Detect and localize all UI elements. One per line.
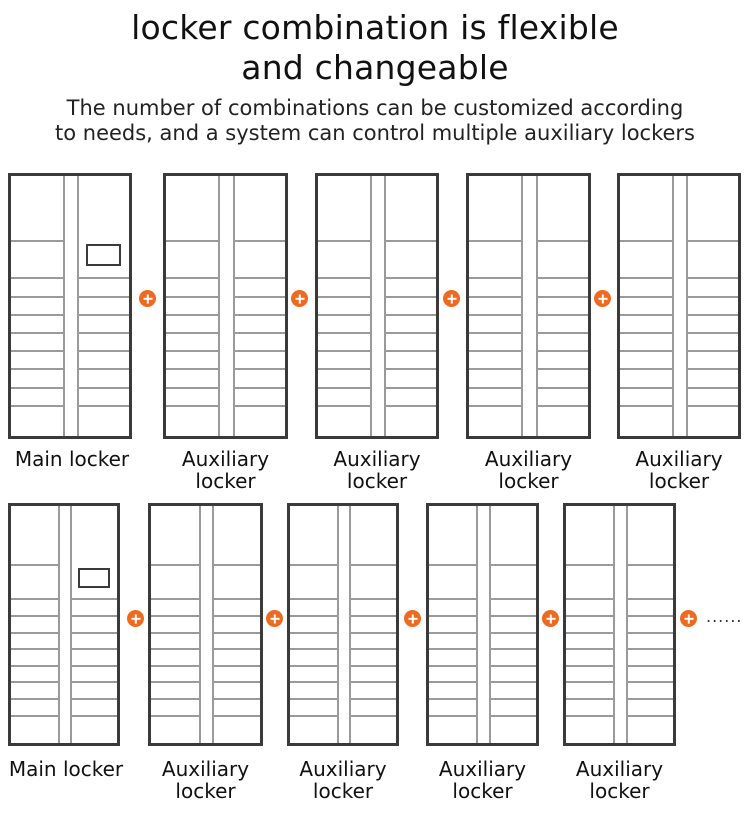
compartment-line xyxy=(490,698,536,700)
plus-icon xyxy=(139,290,156,307)
compartment-line xyxy=(627,615,673,617)
compartment-line xyxy=(687,368,738,370)
compartment-line xyxy=(290,681,337,683)
compartment-line xyxy=(318,277,370,279)
compartment-line xyxy=(620,332,672,334)
compartment-line xyxy=(385,350,436,352)
compartment-line xyxy=(151,615,199,617)
door-divider xyxy=(521,176,523,436)
control-screen xyxy=(86,244,121,266)
compartment-line xyxy=(469,240,521,242)
compartment-line xyxy=(318,387,370,389)
main-locker-cabinet xyxy=(8,503,120,746)
auxiliary-locker-cabinet xyxy=(315,173,439,439)
compartment-line xyxy=(78,314,129,316)
compartment-line xyxy=(385,296,436,298)
compartment-line xyxy=(627,632,673,634)
compartment-line xyxy=(429,698,476,700)
compartment-line xyxy=(469,368,521,370)
compartment-line xyxy=(166,350,218,352)
plus-icon xyxy=(680,610,697,627)
compartment-line xyxy=(151,564,199,566)
compartment-line xyxy=(350,632,396,634)
compartment-line xyxy=(234,277,285,279)
compartment-line xyxy=(620,350,672,352)
compartment-line xyxy=(627,698,673,700)
compartment-line xyxy=(166,387,218,389)
compartment-line xyxy=(385,240,436,242)
compartment-line xyxy=(71,632,117,634)
compartment-line xyxy=(385,387,436,389)
door-divider xyxy=(212,506,214,743)
compartment-line xyxy=(687,350,738,352)
compartment-line xyxy=(151,698,199,700)
compartment-line xyxy=(78,332,129,334)
auxiliary-locker-cabinet xyxy=(563,503,676,746)
auxiliary-locker-cabinet xyxy=(426,503,539,746)
compartment-line xyxy=(566,681,613,683)
page-title xyxy=(0,8,750,88)
compartment-line xyxy=(290,564,337,566)
compartment-line xyxy=(350,648,396,650)
title-line-1: locker combination is flexible xyxy=(131,8,619,47)
compartment-line xyxy=(537,296,588,298)
compartment-line xyxy=(234,240,285,242)
compartment-line xyxy=(11,615,58,617)
compartment-line xyxy=(213,598,260,600)
compartment-line xyxy=(151,598,199,600)
compartment-line xyxy=(687,314,738,316)
compartment-line xyxy=(78,296,129,298)
compartment-line xyxy=(537,277,588,279)
compartment-line xyxy=(350,665,396,667)
compartment-line xyxy=(213,681,260,683)
main-locker-cabinet xyxy=(8,173,132,439)
compartment-line xyxy=(490,715,536,717)
compartment-line xyxy=(620,387,672,389)
compartment-line xyxy=(290,715,337,717)
compartment-line xyxy=(166,240,218,242)
compartment-line xyxy=(318,314,370,316)
auxiliary-locker-label: Auxiliary locker xyxy=(575,757,664,803)
compartment-line xyxy=(234,405,285,407)
compartment-line xyxy=(11,665,58,667)
compartment-line xyxy=(318,296,370,298)
compartment-line xyxy=(11,715,58,717)
subtitle-line-2: to needs, and a system can control multiple auxiliary lockers xyxy=(55,121,695,145)
auxiliary-locker-label: Auxiliary locker xyxy=(333,447,421,493)
compartment-line xyxy=(11,648,58,650)
plus-icon xyxy=(127,610,144,627)
compartment-line xyxy=(566,715,613,717)
main-locker-label: Main locker xyxy=(8,757,124,781)
compartment-line xyxy=(627,715,673,717)
compartment-line xyxy=(469,277,521,279)
compartment-line xyxy=(350,598,396,600)
compartment-line xyxy=(469,387,521,389)
compartment-line xyxy=(213,564,260,566)
compartment-line xyxy=(490,615,536,617)
compartment-line xyxy=(234,368,285,370)
compartment-line xyxy=(213,715,260,717)
compartment-line xyxy=(429,648,476,650)
plus-icon xyxy=(443,290,460,307)
compartment-line xyxy=(11,296,63,298)
compartment-line xyxy=(290,632,337,634)
compartment-line xyxy=(78,277,129,279)
compartment-line xyxy=(537,387,588,389)
compartment-line xyxy=(11,405,63,407)
compartment-line xyxy=(166,332,218,334)
auxiliary-locker-cabinet xyxy=(287,503,399,746)
compartment-line xyxy=(166,405,218,407)
compartment-line xyxy=(490,632,536,634)
compartment-line xyxy=(11,314,63,316)
plus-icon xyxy=(542,610,559,627)
compartment-line xyxy=(429,615,476,617)
compartment-line xyxy=(620,240,672,242)
plus-icon xyxy=(291,290,308,307)
auxiliary-locker-cabinet xyxy=(466,173,591,439)
compartment-line xyxy=(687,405,738,407)
compartment-line xyxy=(469,296,521,298)
auxiliary-locker-label: Auxiliary locker xyxy=(484,447,573,493)
compartment-line xyxy=(350,715,396,717)
compartment-line xyxy=(385,332,436,334)
auxiliary-locker-label: Auxiliary locker xyxy=(635,447,723,493)
main-locker-label: Main locker xyxy=(14,447,130,471)
auxiliary-locker-cabinet xyxy=(148,503,263,746)
compartment-line xyxy=(566,615,613,617)
compartment-line xyxy=(627,598,673,600)
compartment-line xyxy=(627,665,673,667)
compartment-line xyxy=(71,681,117,683)
compartment-line xyxy=(350,564,396,566)
compartment-line xyxy=(385,277,436,279)
compartment-line xyxy=(11,698,58,700)
auxiliary-locker-label: Auxiliary locker xyxy=(181,447,270,493)
compartment-line xyxy=(11,350,63,352)
compartment-line xyxy=(469,314,521,316)
compartment-line xyxy=(318,240,370,242)
compartment-line xyxy=(78,368,129,370)
compartment-line xyxy=(566,632,613,634)
compartment-line xyxy=(490,564,536,566)
compartment-line xyxy=(490,598,536,600)
compartment-line xyxy=(385,368,436,370)
door-divider xyxy=(370,176,372,436)
plus-icon xyxy=(594,290,611,307)
compartment-line xyxy=(234,314,285,316)
plus-icon xyxy=(266,610,283,627)
auxiliary-locker-label: Auxiliary locker xyxy=(299,757,387,803)
compartment-line xyxy=(11,598,58,600)
compartment-line xyxy=(429,665,476,667)
compartment-line xyxy=(11,564,58,566)
control-screen xyxy=(78,568,110,588)
compartment-line xyxy=(151,648,199,650)
compartment-line xyxy=(566,698,613,700)
compartment-line xyxy=(151,665,199,667)
compartment-line xyxy=(566,598,613,600)
compartment-line xyxy=(620,296,672,298)
door-divider xyxy=(476,506,478,743)
compartment-line xyxy=(469,405,521,407)
compartment-line xyxy=(71,648,117,650)
door-divider xyxy=(218,176,220,436)
door-divider xyxy=(58,506,60,743)
compartment-line xyxy=(151,715,199,717)
door-divider xyxy=(233,176,235,436)
compartment-line xyxy=(213,632,260,634)
compartment-line xyxy=(213,665,260,667)
compartment-line xyxy=(290,598,337,600)
compartment-line xyxy=(213,648,260,650)
compartment-line xyxy=(11,368,63,370)
compartment-line xyxy=(166,314,218,316)
page-subtitle xyxy=(0,96,750,146)
plus-icon xyxy=(404,610,421,627)
continuation-ellipsis: ...... xyxy=(706,607,743,626)
door-divider xyxy=(77,176,79,436)
compartment-line xyxy=(213,698,260,700)
compartment-line xyxy=(620,405,672,407)
compartment-line xyxy=(429,598,476,600)
compartment-line xyxy=(234,296,285,298)
compartment-line xyxy=(11,240,63,242)
compartment-line xyxy=(166,368,218,370)
door-divider xyxy=(686,176,688,436)
compartment-line xyxy=(350,681,396,683)
compartment-line xyxy=(166,296,218,298)
compartment-line xyxy=(566,564,613,566)
compartment-line xyxy=(566,648,613,650)
door-divider xyxy=(70,506,72,743)
compartment-line xyxy=(490,681,536,683)
compartment-line xyxy=(78,350,129,352)
compartment-line xyxy=(350,698,396,700)
compartment-line xyxy=(490,648,536,650)
compartment-line xyxy=(71,598,117,600)
compartment-line xyxy=(537,314,588,316)
compartment-line xyxy=(620,277,672,279)
compartment-line xyxy=(234,332,285,334)
auxiliary-locker-cabinet xyxy=(617,173,741,439)
door-divider xyxy=(613,506,615,743)
door-divider xyxy=(672,176,674,436)
compartment-line xyxy=(151,632,199,634)
compartment-line xyxy=(318,350,370,352)
compartment-line xyxy=(537,368,588,370)
compartment-line xyxy=(71,615,117,617)
compartment-line xyxy=(537,350,588,352)
compartment-line xyxy=(213,615,260,617)
compartment-line xyxy=(469,350,521,352)
compartment-line xyxy=(490,665,536,667)
compartment-line xyxy=(71,698,117,700)
compartment-line xyxy=(627,681,673,683)
door-divider xyxy=(199,506,201,743)
compartment-line xyxy=(627,648,673,650)
auxiliary-locker-label: Auxiliary locker xyxy=(161,757,250,803)
subtitle-line-1: The number of combinations can be customized according xyxy=(66,96,684,120)
door-divider xyxy=(384,176,386,436)
compartment-line xyxy=(385,314,436,316)
compartment-line xyxy=(234,387,285,389)
door-divider xyxy=(337,506,339,743)
compartment-line xyxy=(537,332,588,334)
door-divider xyxy=(536,176,538,436)
compartment-line xyxy=(687,277,738,279)
compartment-line xyxy=(566,665,613,667)
compartment-line xyxy=(290,648,337,650)
compartment-line xyxy=(11,681,58,683)
compartment-line xyxy=(385,405,436,407)
compartment-line xyxy=(11,277,63,279)
compartment-line xyxy=(429,564,476,566)
compartment-line xyxy=(469,332,521,334)
compartment-line xyxy=(78,405,129,407)
compartment-line xyxy=(11,387,63,389)
compartment-line xyxy=(11,332,63,334)
compartment-line xyxy=(687,332,738,334)
compartment-line xyxy=(234,350,285,352)
compartment-line xyxy=(11,632,58,634)
door-divider xyxy=(349,506,351,743)
compartment-line xyxy=(71,715,117,717)
compartment-line xyxy=(318,405,370,407)
compartment-line xyxy=(318,332,370,334)
compartment-line xyxy=(620,368,672,370)
compartment-line xyxy=(318,368,370,370)
compartment-line xyxy=(537,240,588,242)
compartment-line xyxy=(687,387,738,389)
compartment-line xyxy=(350,615,396,617)
compartment-line xyxy=(290,665,337,667)
compartment-line xyxy=(429,632,476,634)
compartment-line xyxy=(290,698,337,700)
door-divider xyxy=(489,506,491,743)
compartment-line xyxy=(71,665,117,667)
compartment-line xyxy=(429,681,476,683)
compartment-line xyxy=(537,405,588,407)
title-line-2: and changeable xyxy=(241,48,509,87)
compartment-line xyxy=(290,615,337,617)
auxiliary-locker-label: Auxiliary locker xyxy=(438,757,527,803)
compartment-line xyxy=(166,277,218,279)
compartment-line xyxy=(687,296,738,298)
compartment-line xyxy=(78,387,129,389)
compartment-line xyxy=(151,681,199,683)
compartment-line xyxy=(687,240,738,242)
compartment-line xyxy=(627,564,673,566)
compartment-line xyxy=(620,314,672,316)
door-divider xyxy=(63,176,65,436)
door-divider xyxy=(626,506,628,743)
compartment-line xyxy=(429,715,476,717)
auxiliary-locker-cabinet xyxy=(163,173,288,439)
